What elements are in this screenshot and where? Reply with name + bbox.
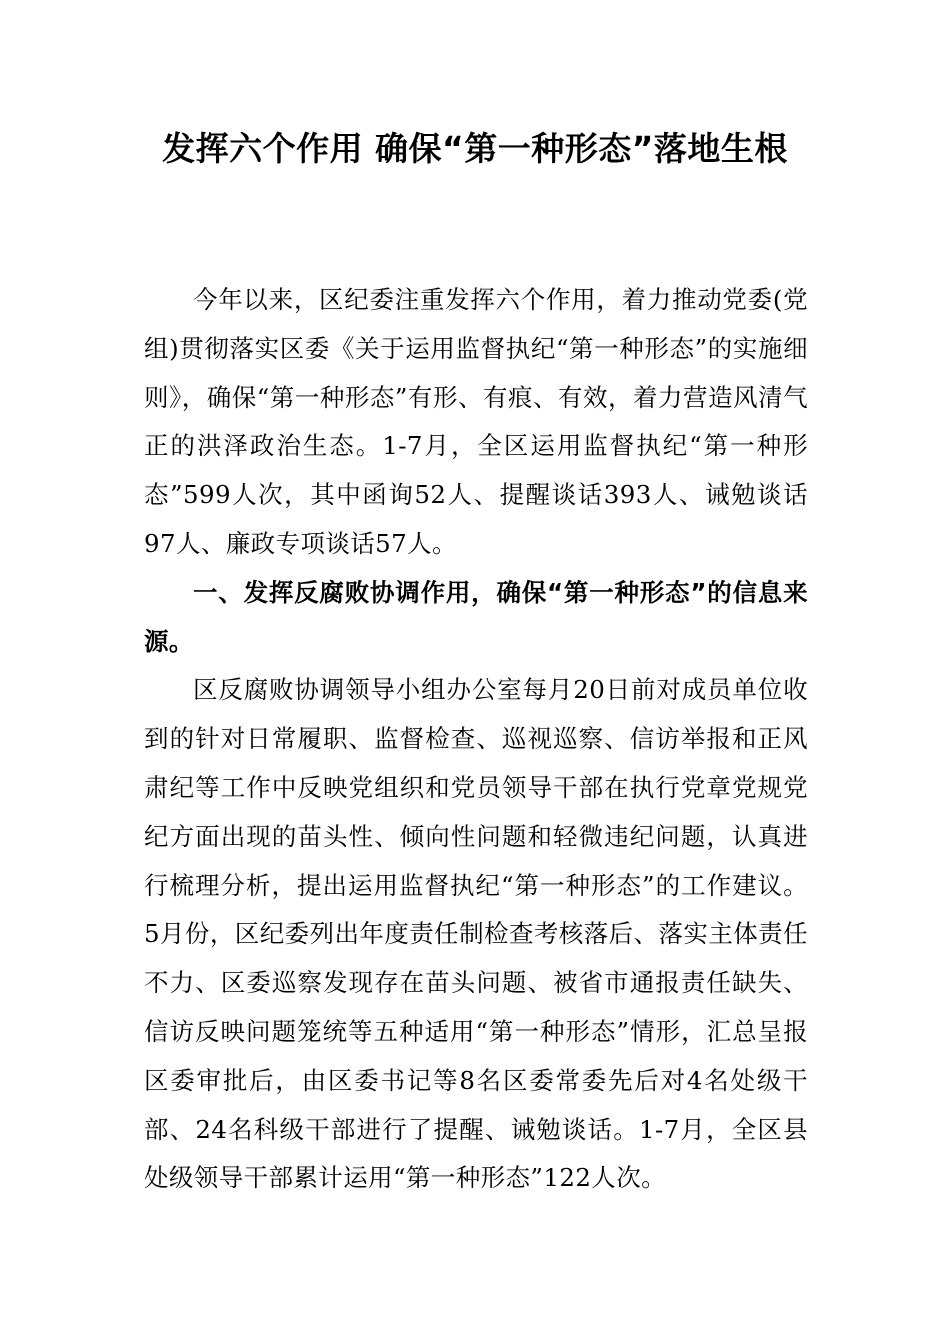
section-heading-1: 一、发挥反腐败协调作用，确保“第一种形态”的信息来源。	[144, 577, 808, 656]
section-1-paragraph: 区反腐败协调领导小组办公室每月20日前对成员单位收到的针对日常履职、监督检查、巡视巡察、信访举报和正风肃纪等工作中反映党组织和党员领导干部在执行党章党规党纪方面出现的苗头性、倾向性问题和轻微违纪问题，认真进行梳理分析，提出运用监督执纪“第一种形态”的工作建议。5月份，区纪委列出年度责任制检查考核落后、落实主体责任不力、区委巡察发现存在苗头问题、被省市通报责任缺失、信访反映问题笼统等五种适用“第一种形态”情形，汇总呈报区委审批后，由区委书记等8名区委常委先后对4名处级干部、24名科级干部进行了提醒、诫勉谈话。1-7月，全区县处级领导干部累计运用“第一种形态”122人次。	[144, 675, 808, 1193]
document-title: 发挥六个作用 确保“第一种形态”落地生根	[162, 129, 788, 168]
document-body	[144, 276, 808, 1203]
intro-paragraph: 今年以来，区纪委注重发挥六个作用，着力推动党委(党组)贯彻落实区委《关于运用监督执纪“第一种形态”的实施细则》，确保“第一种形态”有形、有痕、有效，着力营造风清气正的洪泽政治生态。1-7月，全区运用监督执纪“第一种形态”599人次，其中函询52人、提醒谈话393人、诫勉谈话97人、廉政专项谈话57人。	[144, 285, 808, 558]
